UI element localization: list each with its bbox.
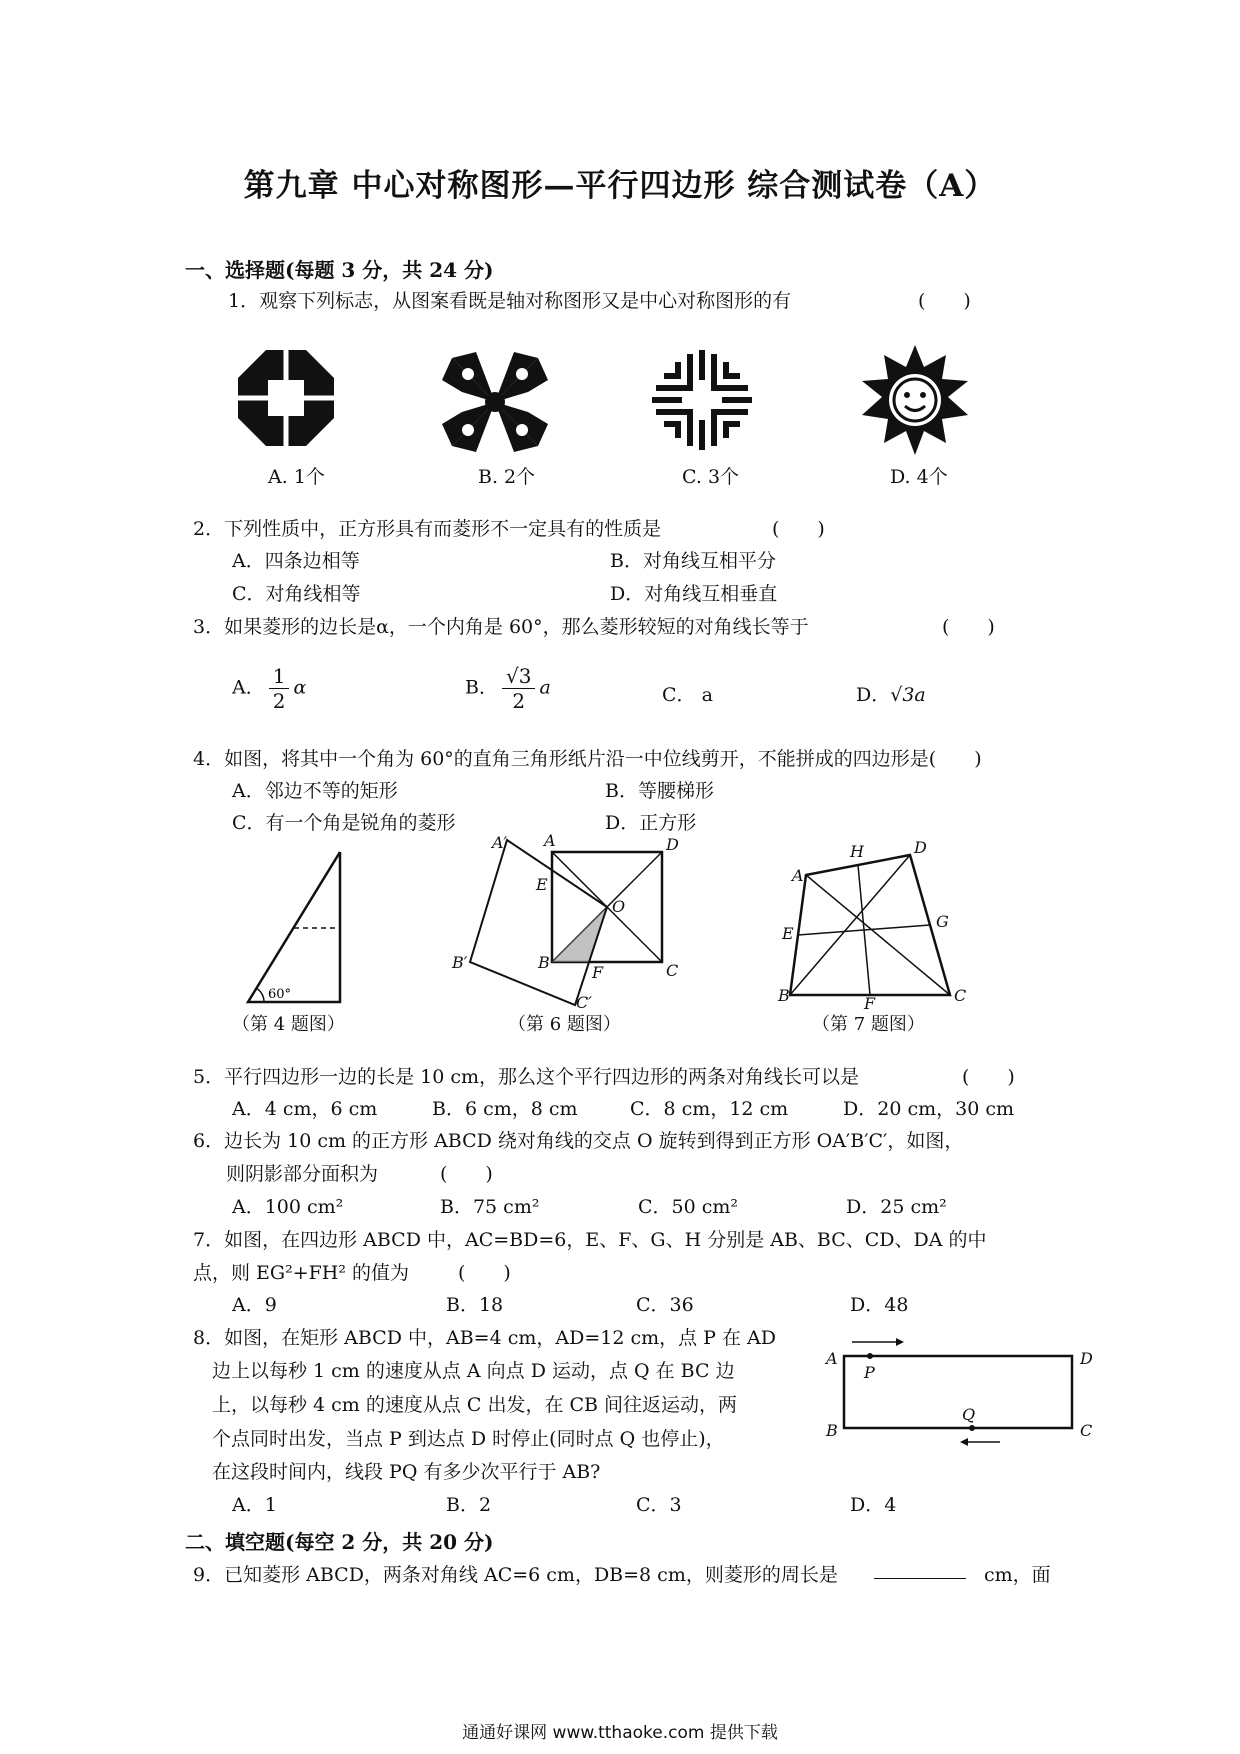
question-1-text: 1．观察下列标志，从图案看既是轴对称图形又是中心对称图形的有 — [228, 290, 792, 312]
figure-6-label-c1: C′ — [576, 993, 592, 1012]
q5-option-c: C．8 cm，12 cm — [630, 1098, 789, 1120]
figure-8-label-p: P — [864, 1363, 875, 1382]
figure-8-rectangle — [820, 1330, 1100, 1470]
figure-6-label-o: O — [612, 897, 626, 916]
q5-option-a: A．4 cm，6 cm — [232, 1098, 378, 1120]
figure-4-caption: （第 4 题图） — [232, 1014, 345, 1035]
figure-7-label-h: H — [850, 842, 864, 861]
question-9-text: 9．已知菱形 ABCD，两条对角线 AC=6 cm，DB=8 cm，则菱形的周长是 — [193, 1564, 838, 1586]
question-9-tail: cm，面 — [984, 1564, 1051, 1586]
q2-option-a: A．四条边相等 — [232, 550, 360, 572]
figure-6-label-b: B — [538, 953, 550, 972]
q6-option-a: A．100 cm² — [232, 1196, 344, 1218]
logo-four-leaf-icon — [440, 350, 550, 454]
q3-option-b-denominator: 2 — [512, 689, 526, 713]
figure-4-triangle — [240, 850, 370, 1010]
figure-7-quadrilateral — [778, 838, 980, 1013]
question-8-text-line2: 边上以每秒 1 cm 的速度从点 A 向点 D 运动，点 Q 在 BC 边 — [212, 1360, 735, 1382]
q4-option-b: B．等腰梯形 — [605, 780, 714, 802]
figure-8-label-d: D — [1080, 1349, 1093, 1368]
figure-7-label-b: B — [778, 986, 790, 1005]
q6-option-b: B．75 cm² — [440, 1196, 540, 1218]
section-heading-choice: 一、选择题(每题 3 分，共 24 分) — [185, 258, 494, 282]
figure-6-label-c: C — [666, 961, 679, 980]
q7-option-a: A．9 — [232, 1294, 277, 1316]
q3-option-b — [465, 664, 551, 713]
question-6-text-line1: 6．边长为 10 cm 的正方形 ABCD 绕对角线的交点 O 旋转到得到正方形 OA′B′C′，如图， — [193, 1130, 964, 1152]
figure-6-label-d: D — [666, 835, 679, 854]
page-footer: 通通好课网 www.tthaoke.com 提供下载 — [462, 1723, 778, 1743]
question-1-answer-paren: ( ) — [918, 290, 971, 312]
question-3-answer-paren: ( ) — [942, 616, 995, 638]
question-8-text-line1: 8．如图，在矩形 ABCD 中，AB=4 cm，AD=12 cm，点 P 在 AD — [193, 1327, 776, 1349]
question-3-text: 3．如果菱形的边长是α，一个内角是 60°，那么菱形较短的对角线长等于 — [193, 616, 809, 638]
figure-4-angle-label: 60° — [268, 987, 292, 1002]
page-title: 第九章 中心对称图形—平行四边形 综合测试卷（A） — [243, 168, 997, 204]
figure-6-caption: （第 6 题图） — [508, 1014, 621, 1035]
q3-option-a-denominator: 2 — [272, 689, 286, 713]
q3-option-b-numerator: √3 — [502, 664, 535, 689]
question-5-answer-paren: ( ) — [962, 1066, 1015, 1088]
figure-6-label-f: F — [592, 963, 604, 982]
question-8-text-line4: 个点同时出发，当点 P 到达点 D 时停止(同时点 Q 也停止)， — [212, 1428, 725, 1450]
figure-6-label-a1: A′ — [492, 833, 508, 852]
figure-8-label-b: B — [826, 1421, 838, 1440]
logo-cross-lines-icon — [652, 350, 752, 450]
q1-option-c: C. 3个 — [682, 466, 740, 488]
figure-7-label-g: G — [936, 912, 949, 931]
q3-option-b-variable: a — [539, 676, 551, 699]
q4-option-d: D．正方形 — [605, 812, 697, 834]
q4-option-a: A．邻边不等的矩形 — [232, 780, 398, 802]
q1-option-a: A. 1个 — [268, 466, 325, 488]
section-heading-fill: 二、填空题(每空 2 分，共 20 分) — [185, 1530, 494, 1554]
q3-option-d — [856, 680, 926, 707]
q9-answer-blank — [874, 1560, 966, 1583]
question-6-answer-paren: ( ) — [440, 1163, 493, 1185]
q2-option-d: D．对角线互相垂直 — [610, 583, 778, 605]
figure-7-label-c: C — [954, 986, 967, 1005]
q1-option-b: B. 2个 — [478, 466, 536, 488]
q7-option-c: C．36 — [636, 1294, 694, 1316]
figure-7-label-f: F — [864, 994, 876, 1013]
question-8-text-line5: 在这段时间内，线段 PQ 有多少次平行于 AB? — [212, 1461, 601, 1483]
q8-option-b: B．2 — [446, 1494, 492, 1516]
q6-option-d: D．25 cm² — [846, 1196, 947, 1218]
figure-8-label-a: A — [826, 1349, 838, 1368]
question-2-text: 2．下列性质中，正方形具有而菱形不一定具有的性质是 — [193, 518, 662, 540]
q5-option-d: D．20 cm，30 cm — [843, 1098, 1014, 1120]
q2-option-b: B．对角线互相平分 — [610, 550, 776, 572]
logo-sun-face-icon — [860, 345, 970, 455]
q8-option-c: C．3 — [636, 1494, 682, 1516]
q7-option-d: D．48 — [850, 1294, 909, 1316]
figure-8-label-q: Q — [962, 1405, 976, 1424]
q3-option-a-numerator: 1 — [269, 664, 290, 689]
figure-6-label-b1: B′ — [452, 953, 468, 972]
q3-option-a-fraction — [269, 664, 290, 713]
q3-option-c: C． a — [662, 684, 713, 706]
figure-7-label-e: E — [782, 924, 794, 943]
q8-option-a: A．1 — [232, 1494, 277, 1516]
q3-option-b-fraction — [502, 664, 535, 713]
question-4-text: 4．如图，将其中一个角为 60°的直角三角形纸片沿一中位线剪开，不能拼成的四边形是( ) — [193, 748, 982, 770]
figure-7-label-d: D — [914, 838, 927, 857]
figure-6-label-e: E — [536, 875, 548, 894]
q7-option-b: B．18 — [446, 1294, 504, 1316]
question-6-text-line2: 则阴影部分面积为 — [226, 1163, 379, 1185]
q3-option-d-expression: √3a — [890, 684, 926, 706]
question-5-text: 5．平行四边形一边的长是 10 cm，那么这个平行四边形的两条对角线长可以是 — [193, 1066, 860, 1088]
logo-octagon-square-icon — [238, 350, 334, 446]
q8-option-d: D．4 — [850, 1494, 897, 1516]
q1-option-d: D. 4个 — [890, 466, 948, 488]
q4-option-c: C．有一个角是锐角的菱形 — [232, 812, 456, 834]
question-8-text-line3: 上，以每秒 4 cm 的速度从点 C 出发，在 CB 间往返运动，两 — [212, 1394, 738, 1416]
q3-option-a-variable: α — [293, 676, 307, 699]
q3-option-b-label: B． — [465, 676, 498, 699]
question-7-text-line1: 7．如图，在四边形 ABCD 中，AC=BD=6，E、F、G、H 分别是 AB、BC、CD、DA 的中 — [193, 1229, 987, 1251]
figure-6-rotated-squares — [440, 831, 680, 1012]
figure-6-label-a: A — [544, 831, 556, 850]
q3-option-a — [232, 664, 306, 713]
question-2-answer-paren: ( ) — [772, 518, 825, 540]
q3-option-a-label: A． — [232, 676, 265, 699]
q6-option-c: C．50 cm² — [638, 1196, 739, 1218]
figure-8-label-c: C — [1080, 1421, 1093, 1440]
q5-option-b: B．6 cm，8 cm — [432, 1098, 578, 1120]
figure-7-caption: （第 7 题图） — [812, 1014, 925, 1035]
q3-option-d-label: D． — [856, 684, 891, 706]
question-7-answer-paren: ( ) — [458, 1262, 511, 1284]
question-7-text-line2: 点，则 EG²+FH² 的值为 — [193, 1262, 410, 1284]
q2-option-c: C．对角线相等 — [232, 583, 361, 605]
figure-7-label-a: A — [792, 866, 804, 885]
